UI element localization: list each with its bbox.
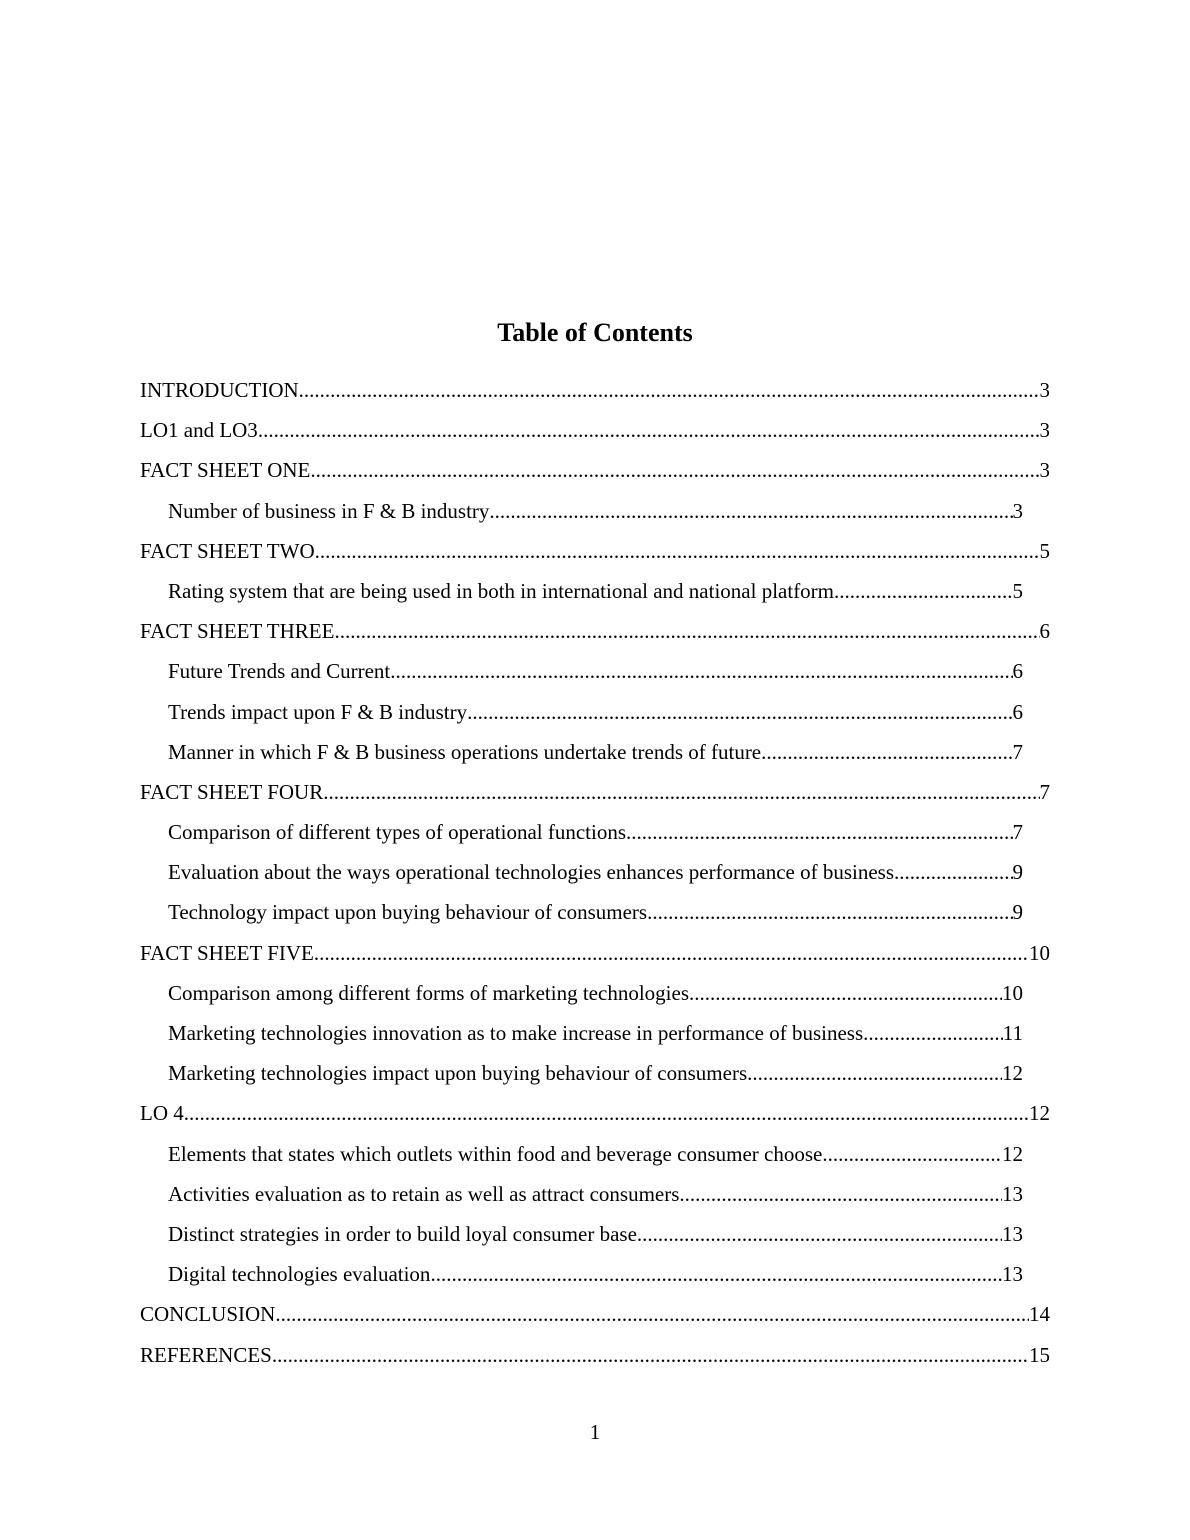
toc-entry-page: 6	[1012, 699, 1023, 724]
toc-entry-marketing-innovation[interactable]	[168, 1015, 1023, 1055]
toc-entry-label: LO1 and LO3	[140, 418, 258, 443]
toc-entry-label: Technology impact upon buying behaviour of consumers	[168, 900, 648, 925]
toc-entry-page: 3	[1012, 498, 1023, 523]
toc-title: Table of Contents	[497, 318, 693, 347]
dot-leader	[647, 894, 1012, 930]
toc-entry-page: 3	[1039, 418, 1050, 443]
toc-entry-introduction[interactable]	[140, 372, 1050, 412]
toc-entry-conclusion[interactable]	[140, 1296, 1050, 1336]
toc-entry-fact-sheet-two[interactable]	[140, 533, 1050, 573]
toc-entry-page: 12	[1002, 1141, 1023, 1166]
toc-entry-page: 9	[1012, 900, 1023, 925]
toc-entry-page: 7	[1039, 779, 1050, 804]
toc-entry-fact-sheet-four[interactable]	[140, 774, 1050, 814]
toc-entry-trends-impact[interactable]	[168, 694, 1023, 734]
toc-entry-page: 9	[1012, 860, 1023, 885]
dot-leader	[626, 814, 1012, 850]
toc-entry-label: FACT SHEET FIVE	[140, 940, 314, 965]
dot-leader	[822, 1136, 1002, 1172]
dot-leader	[315, 533, 1040, 569]
toc-entry-evaluation-operational[interactable]	[168, 854, 1023, 894]
toc-entry-label: FACT SHEET FOUR	[140, 779, 324, 804]
dot-leader	[184, 1095, 1029, 1131]
dot-leader	[314, 935, 1029, 971]
toc-entry-label: Evaluation about the ways operational technologies enhances performance of business.	[168, 860, 900, 885]
toc-list	[140, 372, 1050, 1377]
toc-entry-label: Activities evaluation as to retain as well as attract consumers	[168, 1181, 680, 1206]
dot-leader	[258, 412, 1040, 448]
dot-leader	[899, 854, 1012, 890]
toc-entry-label: Distinct strategies in order to build loyal consumer base	[168, 1221, 637, 1246]
toc-entry-page: 13	[1002, 1181, 1023, 1206]
dot-leader	[430, 1256, 1002, 1292]
dot-leader	[323, 774, 1039, 810]
dot-leader	[272, 1337, 1029, 1373]
toc-entry-label: FACT SHEET ONE	[140, 458, 311, 483]
toc-entry-digital-technologies[interactable]	[168, 1256, 1023, 1296]
toc-entry-label: Digital technologies evaluation	[168, 1262, 431, 1287]
dot-leader	[467, 694, 1012, 730]
toc-entry-lo4[interactable]	[140, 1095, 1050, 1135]
dot-leader	[489, 493, 1012, 529]
toc-entry-label: FACT SHEET THREE	[140, 619, 335, 644]
dot-leader	[761, 734, 1012, 770]
page-number: 1	[589, 1420, 601, 1444]
toc-entry-page: 13	[1002, 1221, 1023, 1246]
dot-leader	[275, 1296, 1029, 1332]
toc-entry-label: LO 4	[140, 1101, 184, 1126]
toc-entry-page: 5	[1012, 578, 1023, 603]
toc-entry-page: 5	[1039, 538, 1050, 563]
toc-entry-label: Future Trends and Current	[168, 659, 391, 684]
toc-entry-label: CONCLUSION	[140, 1302, 276, 1327]
toc-entry-page: 3	[1039, 378, 1050, 402]
toc-entry-label: FACT SHEET TWO	[140, 538, 315, 563]
toc-entry-number-of-business[interactable]	[168, 493, 1023, 533]
toc-entry-distinct-strategies[interactable]	[168, 1216, 1023, 1256]
toc-entry-marketing-impact[interactable]	[168, 1055, 1023, 1095]
dot-leader	[637, 1216, 1002, 1252]
dot-leader	[679, 1176, 1002, 1212]
dot-leader	[863, 1015, 1003, 1051]
toc-entry-page: 15	[1029, 1342, 1050, 1367]
dot-leader	[310, 452, 1039, 488]
toc-entry-activities-evaluation[interactable]	[168, 1176, 1023, 1216]
toc-entry-references[interactable]	[140, 1337, 1050, 1377]
toc-entry-fact-sheet-five[interactable]	[140, 935, 1050, 975]
toc-entry-comparison-marketing[interactable]	[168, 975, 1023, 1015]
toc-entry-label: INTRODUCTION	[140, 378, 299, 402]
toc-entry-label: Comparison among different forms of marketing technologies	[168, 980, 689, 1005]
dot-leader	[334, 613, 1039, 649]
toc-entry-future-trends[interactable]	[168, 653, 1023, 693]
toc-entry-page: 7	[1012, 820, 1023, 845]
toc-entry-label: REFERENCES	[140, 1342, 272, 1367]
toc-entry-rating-system[interactable]	[168, 573, 1023, 613]
toc-entry-manner-operations[interactable]	[168, 734, 1023, 774]
toc-entry-page: 12	[1029, 1101, 1050, 1126]
toc-entry-page: 3	[1039, 458, 1050, 483]
toc-entry-page: 6	[1039, 619, 1050, 644]
toc-entry-page: 10	[1029, 940, 1050, 965]
toc-entry-page: 13	[1002, 1262, 1023, 1287]
dot-leader	[747, 1055, 1002, 1091]
dot-leader	[834, 573, 1012, 609]
toc-entry-comparison-operational[interactable]	[168, 814, 1023, 854]
toc-entry-page: 10	[1002, 980, 1023, 1005]
toc-entry-label: Manner in which F & B business operations undertake trends of future	[168, 739, 762, 764]
toc-entry-page: 14	[1029, 1302, 1050, 1327]
toc-entry-label: Rating system that are being used in both in international and national platform	[168, 578, 835, 603]
toc-entry-fact-sheet-three[interactable]	[140, 613, 1050, 653]
toc-entry-page: 7	[1012, 739, 1023, 764]
toc-entry-fact-sheet-one[interactable]	[140, 452, 1050, 492]
toc-entry-elements-outlets[interactable]	[168, 1136, 1023, 1176]
toc-entry-lo1-lo3[interactable]	[140, 412, 1050, 452]
dot-leader	[689, 975, 1002, 1011]
dot-leader	[390, 653, 1012, 689]
toc-entry-label: Trends impact upon F & B industry	[168, 699, 468, 724]
toc-entry-page: 11	[1002, 1021, 1023, 1045]
toc-entry-label: Marketing technologies innovation as to make increase in performance of business	[168, 1021, 864, 1045]
dot-leader	[299, 372, 1040, 408]
toc-entry-label: Number of business in F & B industry	[168, 498, 490, 523]
toc-entry-page: 6	[1012, 659, 1023, 684]
toc-entry-page: 12	[1002, 1061, 1023, 1086]
toc-entry-label: Marketing technologies impact upon buying behaviour of consumers	[168, 1061, 748, 1086]
toc-entry-technology-impact[interactable]	[168, 894, 1023, 934]
toc-entry-label: Comparison of different types of operational functions	[168, 820, 627, 845]
toc-entry-label: Elements that states which outlets within food and beverage consumer choose	[168, 1141, 823, 1166]
